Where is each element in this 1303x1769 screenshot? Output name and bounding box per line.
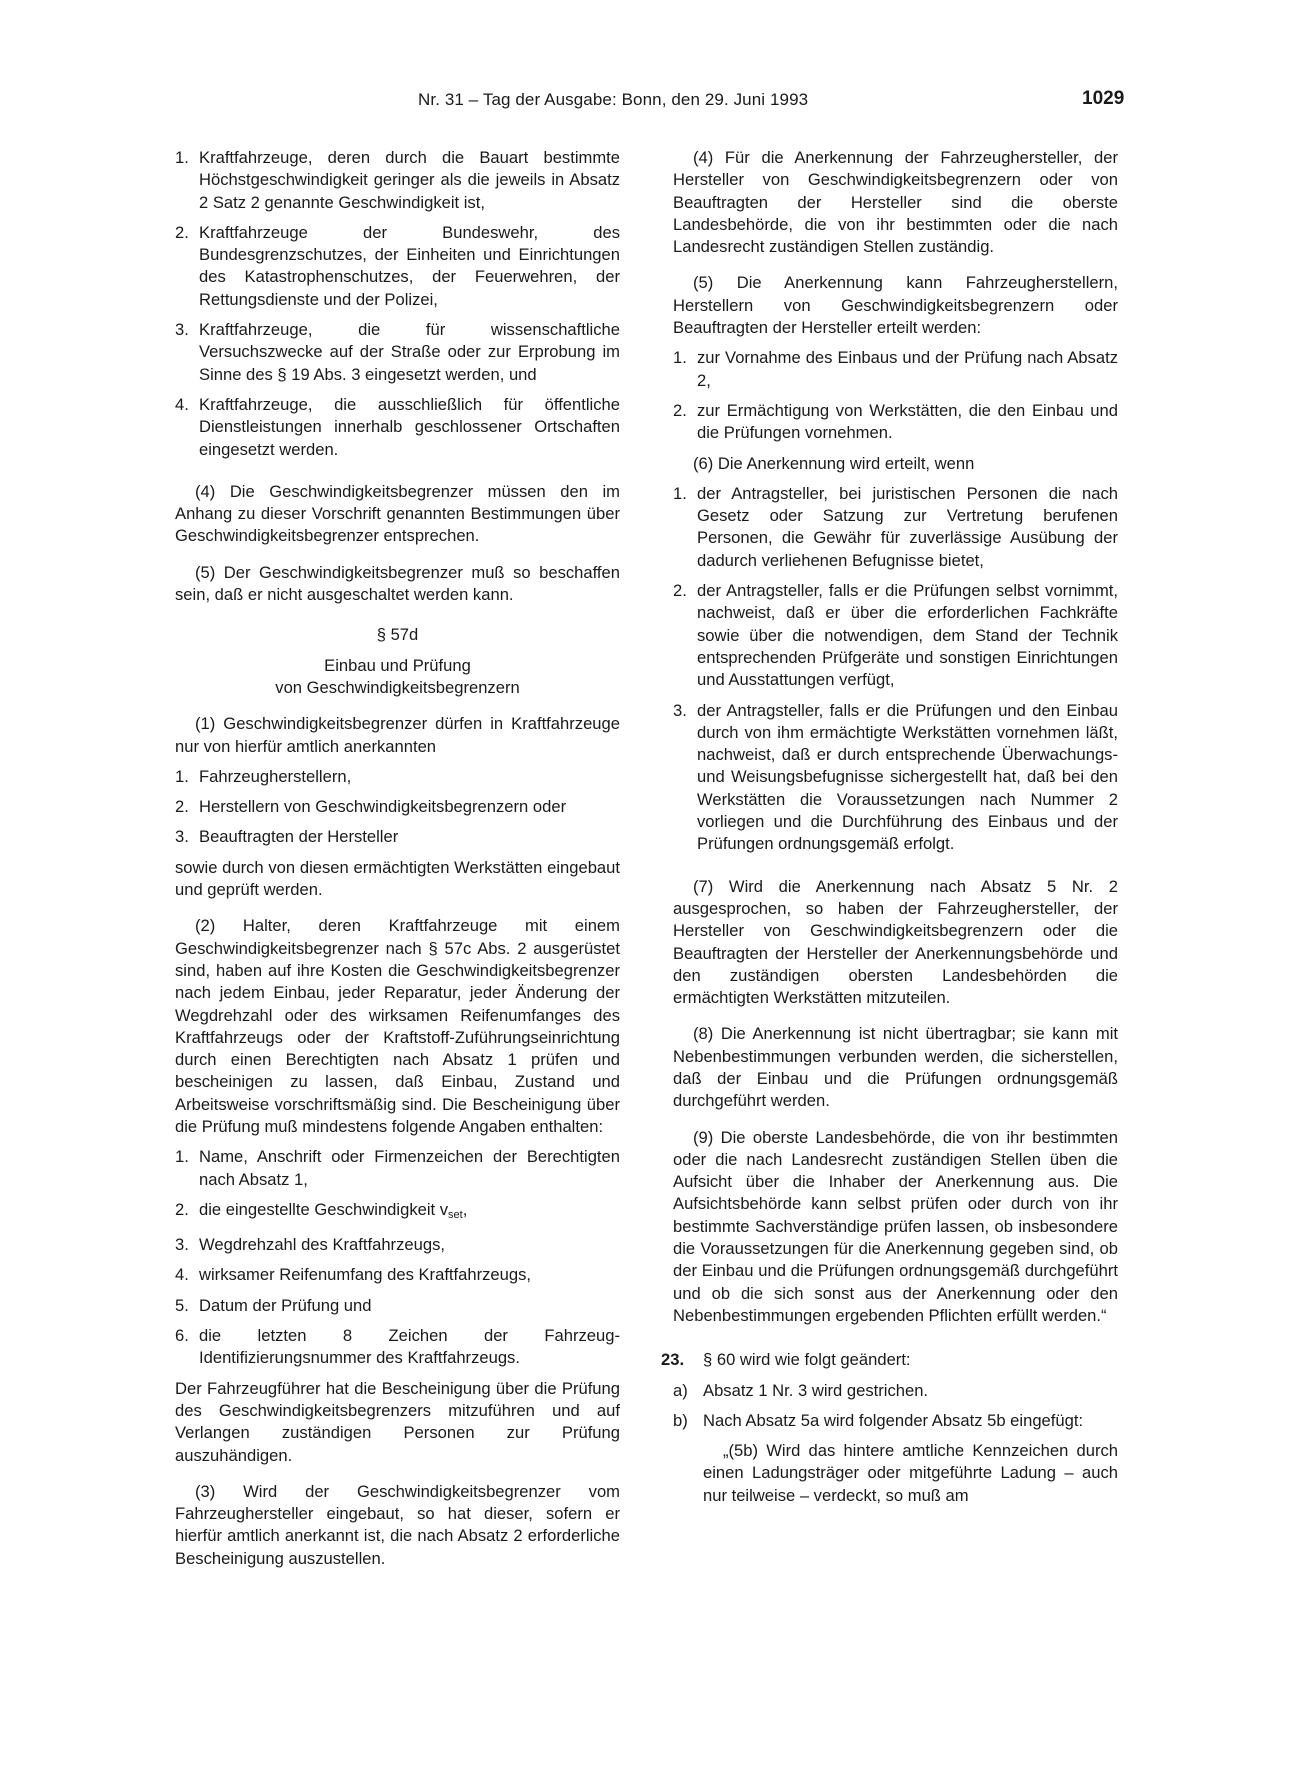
amendment-sub-item: a) Absatz 1 Nr. 3 wird gestrichen. [673,1380,929,1400]
amendment-sub-item: b) Nach Absatz 5a wird folgender Absatz 5b eingefügt: [673,1410,1084,1430]
paragraph: (5) Der Geschwindigkeitsbegrenzer muß so beschaffen sein, daß er nicht ausgeschaltet werden kann. [175,562,620,605]
list-item: 3. Wegdrehzahl des Kraftfahrzeugs, [175,1235,445,1255]
certificate-list [175,1146,620,1369]
paragraph: (2) Halter, deren Kraftfahrzeuge mit einem Geschwindigkeitsbegrenzer nach § 57c Abs. 2 ausgerüstet sind, haben auf ihre Kosten die Geschwindigkeitsbegrenzer nach jedem Einbau, jeder Reparatur, jeder Änderung der Wegdrehzahl oder des wirksamen Reifenumfanges des Kraftfahrzeugs oder der Kraftstoff-Zuführungseinrichtung durch einen Berechtigten nach Absatz 1 prüfen und bescheinigen zu lassen, daß Einbau, Zustand und Arbeitsweise vorschriftsmäßig sind. Die Bescheinigung über die Prüfung muß mindestens folgende Angaben enthalten: [175,916,620,1136]
conditions-list [673,483,1118,856]
exemption-list [175,147,620,461]
paragraph: (8) Die Anerkennung ist nicht übertragbar; sie kann mit Nebenbestimmungen verbunden werden, die sicherstellen, daß der Einbau und die Prüfungen ordnungsgemäß durchgeführt werden. [673,1024,1118,1111]
list-item: 5. Datum der Prüfung und [175,1295,372,1315]
list-item: 4. Kraftfahrzeuge, die ausschließlich für öffentliche Dienstleistungen innerhalb geschlossener Ortschaften eingesetzt werden. [175,394,620,459]
list-item: 2. Kraftfahrzeuge der Bundeswehr, des Bundesgrenzschutzes, der Einheiten und Einrichtungen des Katastrophenschutzes, der Feuerwehren, der Rettungsdienste und der Polizei, [175,222,620,309]
list-item: 1. Name, Anschrift oder Firmenzeichen der Berechtigten nach Absatz 1, [175,1147,620,1189]
list-item: 1. Kraftfahrzeuge, deren durch die Bauart bestimmte Höchstgeschwindigkeit geringer als die jeweils in Absatz 2 Satz 2 genannte Geschwindigkeit ist, [175,148,620,212]
paragraph: (6) Die Anerkennung wird erteilt, wenn [693,453,975,473]
left-column [175,147,620,1584]
issue-line: Nr. 31 – Tag der Ausgabe: Bonn, den 29. Juni 1993 [418,90,809,109]
list-item: 4. wirksamer Reifenumfang des Kraftfahrzeugs, [175,1265,532,1285]
list-item: 3. der Antragsteller, falls er die Prüfungen und den Einbau durch von ihm ermächtigte Werkstätten vornehmen läßt, nachweist, daß er durch entsprechende Überwachungs- und Weisungsbefugnisse sichergestellt hat, daß bei den Werkstätten die Voraussetzungen nach Nummer 2 vorliegen und die Durchführung des Einbaus und der Prüfungen ordnungsgemäß erfolgt. [673,700,1118,854]
list-item: 6. die letzten 8 Zeichen der Fahrzeug-Identifizierungsnummer des Kraftfahrzeugs. [175,1326,620,1368]
list-item: 3. Beauftragten der Hersteller [175,827,399,847]
list-item: 2. zur Ermächtigung von Werkstätten, die den Einbau und die Prüfungen vornehmen. [673,400,1118,443]
recognized-list [175,766,620,849]
paragraph: (1) Geschwindigkeitsbegrenzer dürfen in Kraftfahrzeuge nur von hierfür amtlich anerkannten [175,714,620,756]
recognition-purpose-list [673,347,1118,444]
list-item: 2. die eingestellte Geschwindigkeit $v_{set}$, [175,1199,468,1221]
page-header [0,90,1303,120]
list-item: 1. der Antragsteller, bei juristischen Personen die nach Gesetz oder Satzung zur Vertretung berufenen Personen, die Gewähr für zuverlässige Ausübung der dadurch verliehenen Befugnisse bietet, [673,483,1118,570]
quoted-paragraph: „(5b) Wird das hintere amtliche Kennzeichen durch einen Ladungsträger oder mitgeführte Ladung – auch nur teilweise – verdeckt, so muß am [703,1441,1118,1505]
section-heading: Einbau und Prüfung von Geschwindigkeitsbegrenzern [275,655,520,697]
paragraph: (4) Die Geschwindigkeitsbegrenzer müssen den im Anhang zu dieser Vorschrift genannten Bestimmungen über Geschwindigkeitsbegrenzer entsprechen. [175,481,620,546]
paragraph: (3) Wird der Geschwindigkeitsbegrenzer vom Fahrzeughersteller eingebaut, so hat dieser, sofern er hierfür amtlich anerkannt ist, die nach Absatz 2 erforderliche Bescheinigung auszustellen. [175,1481,620,1568]
list-item: 1. Fahrzeugherstellern, [175,766,352,786]
paragraph: (7) Wird die Anerkennung nach Absatz 5 Nr. 2 ausgesprochen, so haben der Fahrzeughersteller, der Hersteller von Geschwindigkeitsbegrenzern oder die Beauftragten der Hersteller der Anerkennungsbehörde und den zuständigen obersten Landesbehörden die ermächtigten Werkstätten mitzuteilen. [673,876,1118,1008]
paragraph: (5) Die Anerkennung kann Fahrzeugherstellern, Herstellern von Geschwindigkeitsbegrenzern oder Beauftragten der Hersteller erteilt werden: [673,273,1118,338]
page-number: 1029 [1082,88,1125,109]
paragraph: (4) Für die Anerkennung der Fahrzeughersteller, der Hersteller von Geschwindigkeitsbegrenzern oder von Beauftragten der Hersteller sind die oberste Landesbehörde, die von ihr bestimmten oder die nach Landesrecht zuständigen Stellen zuständig. [673,148,1118,257]
right-column [661,147,1118,1507]
paragraph: Der Fahrzeugführer hat die Bescheinigung über die Prüfung des Geschwindigkeitsbegrenzers mitzuführen und auf Verlangen zuständigen Personen zur Prüfung auszuhändigen. [175,1378,620,1465]
paragraph: (9) Die oberste Landesbehörde, die von ihr bestimmten oder die nach Landesrecht zuständigen Stellen üben die Aufsicht über die Inhaber der Anerkennung aus. Die Aufsichtsbehörde kann selbst prüfen oder durch von ihr bestimmte Sachverständige prüfen lassen, ob insbesondere die Voraussetzungen für die Anerkennung gegeben sind, ob der Einbau und die Prüfungen ordnungsgemäß durchgeführt und ob die sich sonst aus der Anerkennung oder den Nebenbestimmungen ergebenden Pflichten erfüllt werden.“ [673,1127,1118,1325]
list-item: 2. Herstellern von Geschwindigkeitsbegrenzern oder [175,797,567,817]
amendment-item: 23. § 60 wird wie folgt geändert: [661,1350,911,1370]
list-item: 3. Kraftfahrzeuge, die für wissenschaftliche Versuchszwecke auf der Straße oder zur Erprobung im Sinne des § 19 Abs. 3 eingesetzt werden, und [175,320,620,384]
list-item: 2. der Antragsteller, falls er die Prüfungen selbst vornimmt, nachweist, daß er über die erforderlichen Fachkräfte sowie über die notwendigen, dem Stand der Technik entsprechenden Prüfgeräte und sonstigen Einrichtungen und Ausstattungen verfügt, [673,581,1118,690]
section-number: § 57d [376,625,419,645]
list-item: 1. zur Vornahme des Einbaus und der Prüfung nach Absatz 2, [673,348,1118,390]
paragraph: sowie durch von diesen ermächtigten Werkstätten eingebaut und geprüft werden. [175,857,620,900]
